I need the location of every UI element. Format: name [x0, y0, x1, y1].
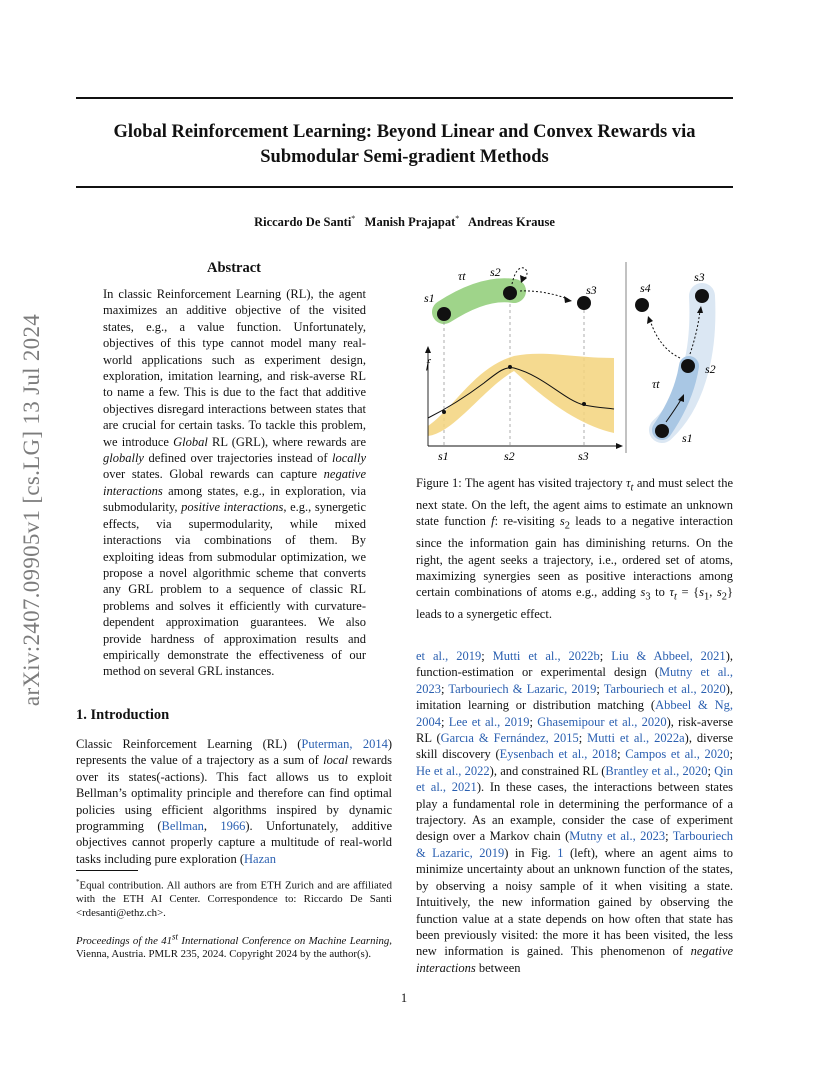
abstract-heading: Abstract	[207, 260, 261, 276]
state-node-s1	[437, 307, 451, 321]
x-tick-label: s2	[504, 449, 515, 463]
citation-link[interactable]: He et al., 2022	[416, 763, 490, 778]
citation-link[interactable]: Liu & Abbeel, 2021	[611, 649, 726, 663]
arxiv-stamp	[10, 290, 54, 730]
s1-label: s1	[424, 291, 435, 305]
arxiv-identifier: arXiv:2407.09905v1 [cs.LG] 13 Jul 2024	[19, 313, 45, 707]
s4-label: s4	[640, 281, 651, 295]
title-bottom-rule	[76, 186, 733, 188]
proceedings-note: Proceedings of the 41st International Conference on Machine Learning, Vienna, Austria. PMLR 235, 2024. Copyright 2024 by the author(s).	[76, 931, 392, 961]
citation-link[interactable]: Qin et al., 2021	[416, 763, 733, 795]
s3-label: s3	[694, 270, 705, 284]
citation-link[interactable]: Abbeel & Ng, 2004	[416, 698, 733, 729]
section-heading: 1. Introduction	[76, 707, 170, 723]
y-axis-arrow-icon	[425, 346, 431, 353]
citation-link[interactable]: Brantley et al., 2020	[605, 763, 708, 778]
citation-link[interactable]: et al., 2019	[416, 649, 482, 663]
citation-link[interactable]: Bellman	[161, 819, 204, 834]
state-node-s3	[695, 289, 709, 303]
author-name: Manish Prajapat	[364, 215, 456, 230]
citation-link[interactable]: Tarbouriech & Lazaric, 2019	[448, 681, 597, 696]
observation-point	[442, 410, 446, 414]
paper-title-line-2: Submodular Semi-gradient Methods	[260, 147, 549, 167]
citation-link[interactable]: Hazan	[244, 851, 276, 866]
state-node-s4	[635, 298, 649, 312]
figure-reference-link[interactable]: 1	[557, 845, 564, 860]
introduction-paragraph: Classic Reinforcement Learning (RL) (Puterman, 2014) represents the value of a trajectory as a sum of local rewards over its states(-actions). This fact allows us to exploit Bellman’s optimality principle and therefore can find optimal policies using efficient algorithms inspired by dynamic programming (Bellman, 1966). Unfortunately, additive objectives cannot properly capture a multitude of real-world tasks including pure exploration (Hazan	[76, 737, 392, 866]
state-node-s1	[655, 424, 669, 438]
state-node-s3	[577, 296, 591, 310]
author-name: Andreas Krause	[467, 215, 555, 230]
s3-label: s3	[586, 283, 597, 297]
citation-link[interactable]: Lee et al., 2019	[448, 714, 530, 729]
citation-link[interactable]: Eysenbach et al., 2018	[499, 747, 618, 762]
citation-link[interactable]: 1966	[220, 819, 246, 834]
observation-point	[582, 402, 586, 406]
arrow-head-icon	[564, 296, 572, 303]
citation-link[interactable]: Puterman, 2014	[301, 737, 388, 751]
page-number: 1	[400, 991, 408, 1005]
arrow-head-icon	[647, 316, 653, 324]
citation-link[interactable]: Tarbouriech & Lazaric, 2019	[416, 829, 733, 860]
citation-link[interactable]: Garcıa & Fernández, 2015	[440, 731, 579, 746]
citation-link[interactable]: Mutny et al., 2023	[569, 829, 666, 844]
paper-title-line-1: Global Reinforcement Learning: Beyond Linear and Convex Rewards via	[113, 122, 696, 142]
s1-label: s1	[682, 431, 693, 445]
tau-label: τt	[652, 377, 660, 391]
x-tick-label: s3	[578, 449, 589, 463]
uncertainty-band	[428, 354, 614, 436]
s2-label: s2	[490, 265, 501, 279]
function-label: f	[426, 356, 430, 371]
abstract-body: In classic Reinforcement Learning (RL), the agent maximizes an additive objective of the visited states, e.g., a value function. Unfortunately, objectives of this type cannot model many real-world applications such as experiment design, exploration, imitation learning, and risk-averse RL to name a few. This is due to the fact that additive objectives disregard interactions between states that are crucial for certain tasks. To tackle this problem, we introduce Global RL (GRL), where rewards are globally defined over trajectories instead of locally over states. Global rewards can capture negative interactions among states, e.g., in exploration, via submodularity, positive interactions, e.g., synergetic effects, via supermodularity, while mixed interactions via combinations of them. By exploiting ideas from submodular optimization, we propose a novel algorithmic scheme that converts any GRL problem to a sequence of classic RL problems and solves it efficiently with curvature-dependent approximation guarantees. We also provide hardness of approximation results and empirically demonstrate the effectiveness of our method on several GRL instances.	[103, 287, 367, 679]
equal-contribution-mark: *	[455, 214, 460, 223]
transition-arrow	[520, 291, 568, 299]
citation-link[interactable]: Mutti et al., 2022a	[587, 731, 685, 746]
author-name: Riccardo De Santi	[254, 215, 352, 230]
tau-label: τt	[458, 269, 466, 283]
introduction-continuation: et al., 2019; Mutti et al., 2022b; Liu & Abbeel, 2021), function-estimation or experimental design (Mutny et al., 2023; Tarbouriech & Lazaric, 2019; Tarbouriech et al., 2020), imitation learning or distribution matching (Abbeel & Ng, 2004; Lee et al., 2019; Ghasemipour et al., 2020), risk-averse RL (Garcıa & Fernández, 2015; Mutti et al., 2022a), diverse skill discovery (Eysenbach et al., 2018; Campos et al., 2020; He et al., 2022), and constrained RL (Brantley et al., 2020; Qin et al., 2021). In these cases, the interactions between states play a fundamental role in determining the performance of a trajectory. As an example, consider the case of experiment design over a Markov chain (Mutny et al., 2023; Tarbouriech & Lazaric, 2019) in Fig. 1 (left), where an agent aims to minimize uncertainty about an unknown function of the states, by observing a noisy sample of it when visiting a state. Intuitively, the new information gained by observing the function value at a state depends on how often that state has been previously visited: the more it has been visited, the less new information is gained. This phenomenon of negative interactions between	[416, 649, 734, 975]
citation-link[interactable]: Mutny et al., 2023	[416, 665, 733, 696]
footnote-rule	[76, 870, 138, 871]
author-list	[76, 214, 733, 230]
arrow-head-icon	[520, 275, 527, 283]
citation-link[interactable]: Campos et al., 2020	[625, 747, 730, 762]
title-top-rule	[76, 97, 733, 99]
citation-link[interactable]: Ghasemipour et al., 2020	[537, 714, 667, 729]
citation-link[interactable]: Mutti et al., 2022b	[492, 649, 600, 663]
s2-label: s2	[705, 362, 716, 376]
equal-contribution-mark: *	[351, 214, 356, 223]
observation-point	[508, 365, 512, 369]
transition-arrow	[650, 320, 680, 358]
citation-link[interactable]: Tarbouriech et al., 2020	[603, 681, 726, 696]
figure-1	[414, 258, 734, 468]
state-node-s2	[681, 359, 695, 373]
figure-caption: Figure 1: The agent has visited trajectory $\tau_t$ and must select the next state. On the left, the agent aims to estimate an unknown state function f: re-visiting $s_2$ leads to a negative interaction since the information gain has diminishing returns. On the right, the agent seeks a trajectory, i.e., ordered set of atoms, maximizing synergies seen as positive interactions among certain combinations of atoms e.g., adding $s_3$ to $\tau_t = \{s_1$, $s_2$} leads to a synergetic effect.	[416, 476, 733, 622]
paper-title	[76, 120, 733, 170]
footnote: *Equal contribution. All authors are from ETH Zurich and are affiliated with the ETH AI Center. Correspondence to: Riccardo De Santi <rdesanti@ethz.ch>.	[76, 878, 392, 919]
x-axis-arrow-icon	[616, 443, 623, 449]
state-node-s2	[503, 286, 517, 300]
x-tick-label: s1	[438, 449, 449, 463]
